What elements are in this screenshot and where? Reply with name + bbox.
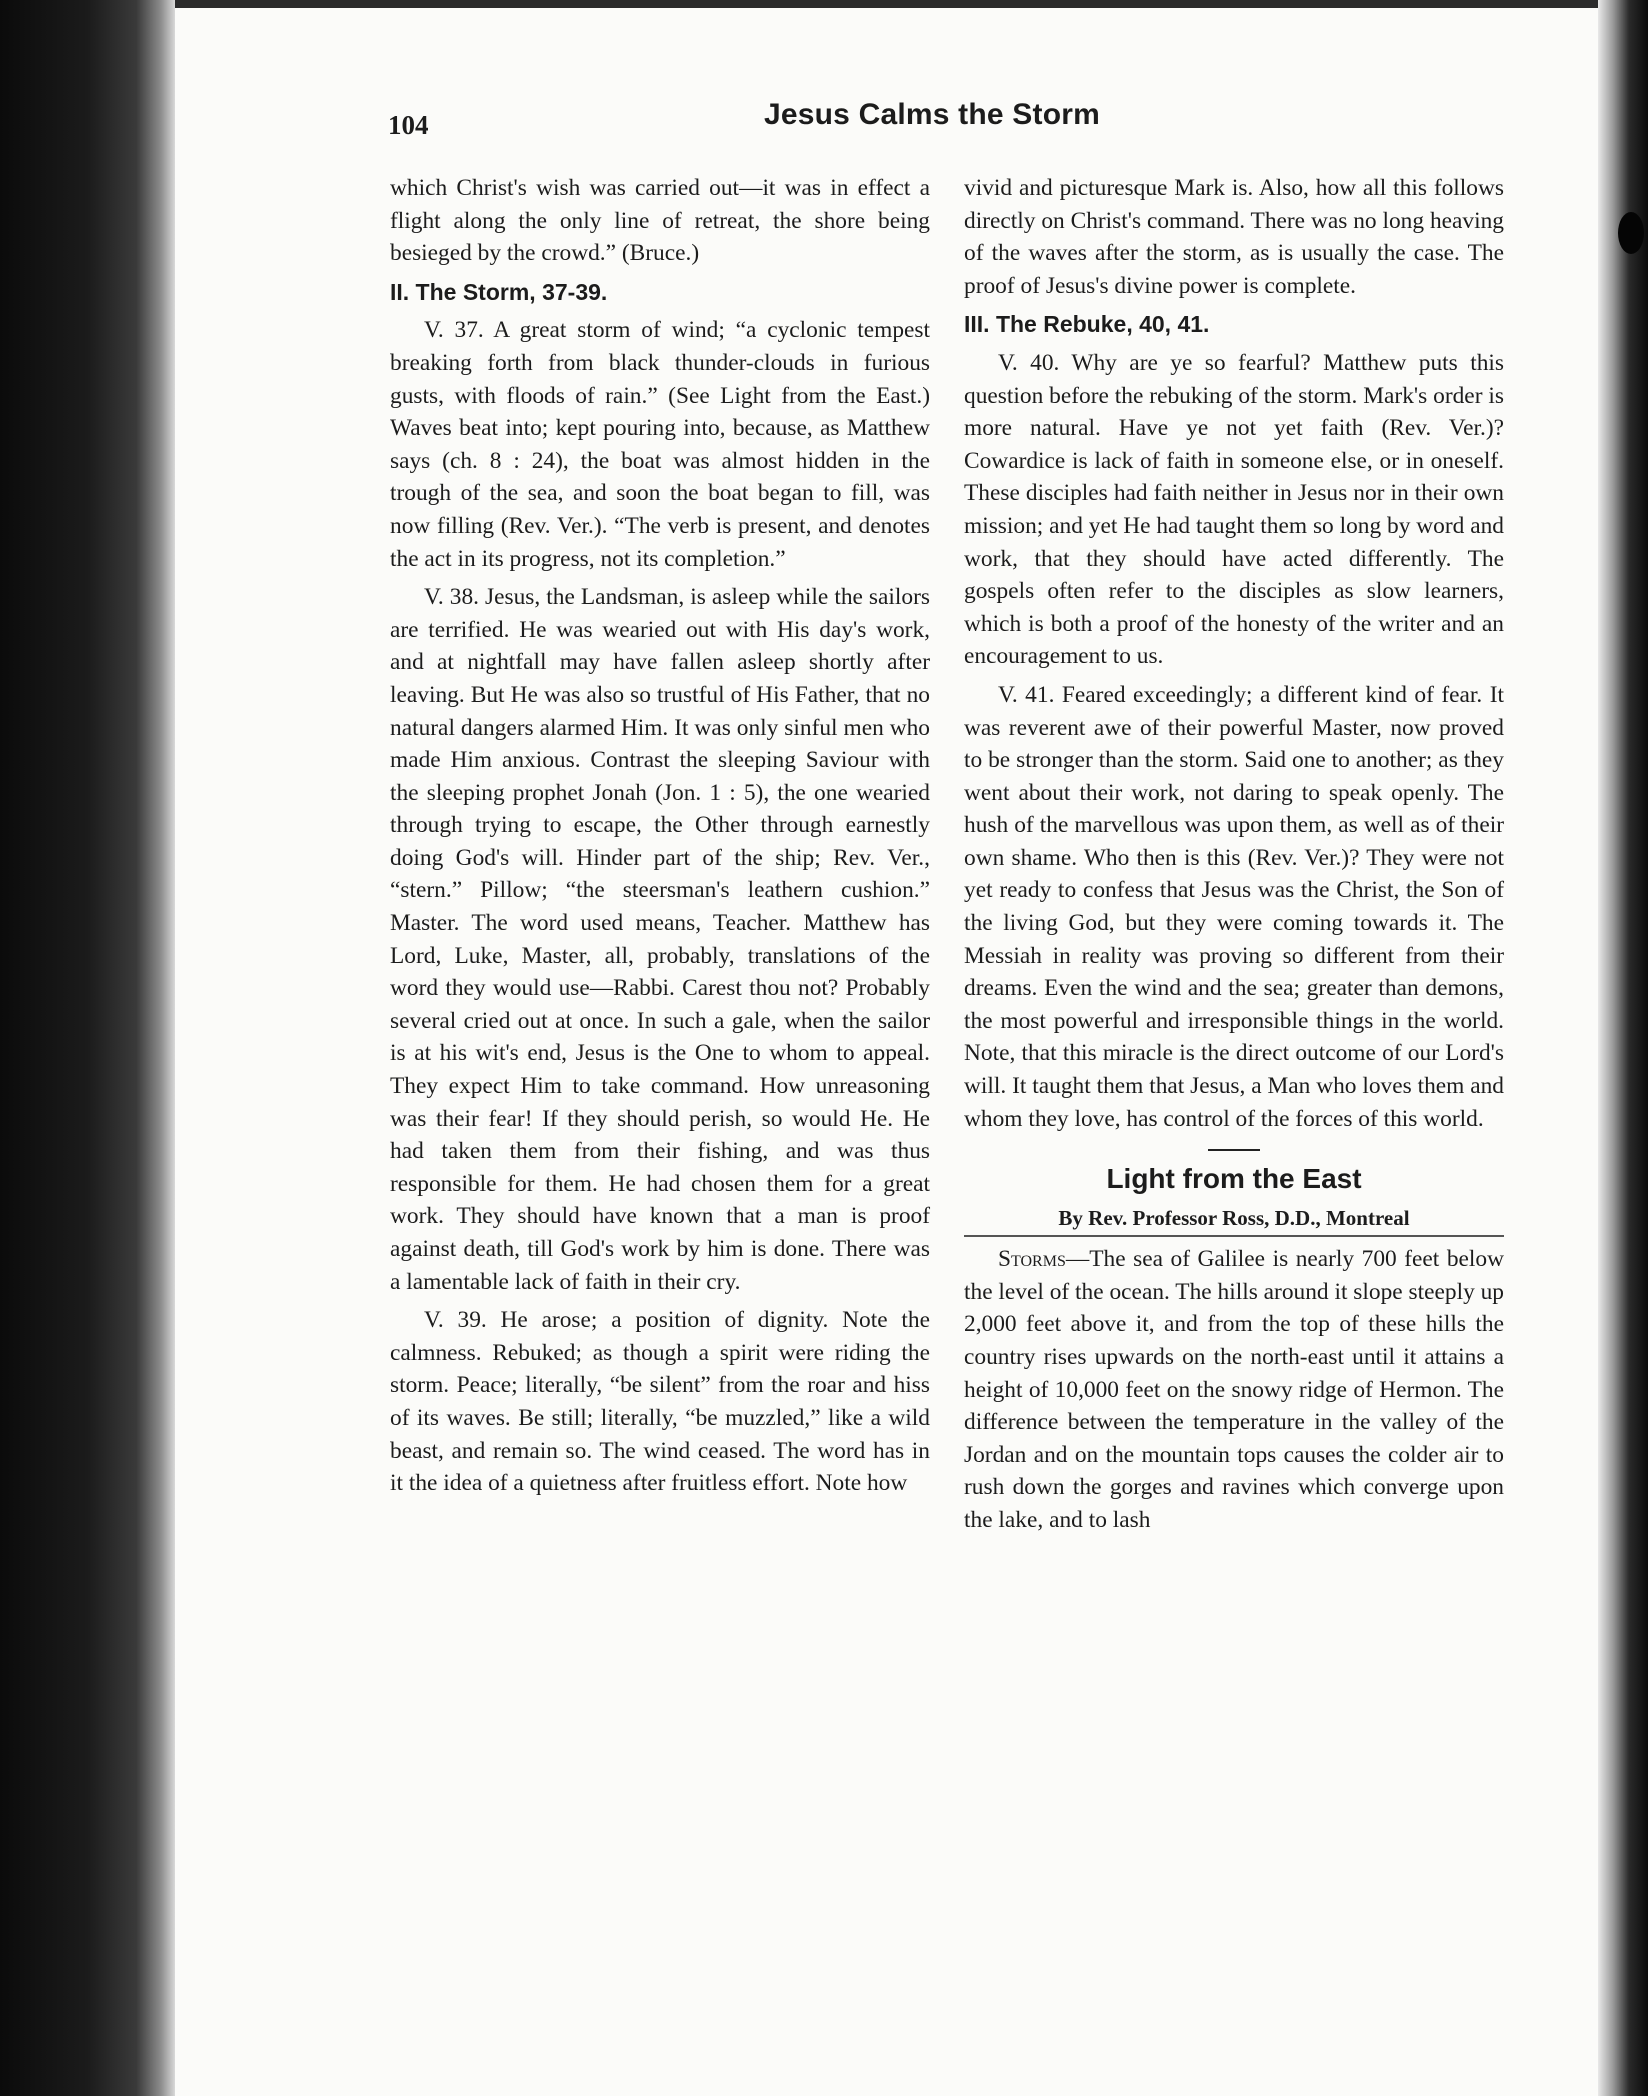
storms-paragraph [964,1243,1504,1536]
section-divider [1208,1149,1260,1151]
scan-top-edge [0,0,1648,8]
book-edge-right [1598,0,1648,2096]
author-byline: By Rev. Professor Ross, D.D., Montreal [964,1203,1504,1237]
section-heading-rebuke: III. The Rebuke, 40, 41. [964,311,1210,338]
page-number: 104 [388,110,429,140]
continuation-paragraph: vivid and picturesque Mark is. Also, how all this follows directly on Christ's command. There was no long heaving of the waves after the storm, as is usually the case. The proof of Jesus's divine power is complete. [964,175,1504,299]
verse-39-paragraph: V. 39. He arose; a position of dignity. Note the calmness. Rebuked; as though a spirit were riding the storm. Peace; literally, “be silent” from the roar and hiss of its waves. Be still; literally, “be muzzled,” like a wild beast, and remain so. The wind ceased. The word has in it the idea of a quietness after fruitless effort. Note how [390,1307,930,1497]
book-spine-shadow [0,0,175,2096]
verse-38-paragraph: V. 38. Jesus, the Landsman, is asleep while the sailors are terrified. He was wearied out with His day's work, and at nightfall may have fallen asleep shortly after leaving. But He was also so trustful of His Father, that no natural dangers alarmed Him. It was only sinful men who made Him anxious. Contrast the sleeping Saviour with the sleeping prophet Jonah (Jon. 1 : 5), the one wearied through trying to escape, the Other through earnestly doing God's will. Hinder part of the ship; Rev. Ver., “stern.” Pillow; “the steersman's leathern cushion.” Master. The word used means, Teacher. Matthew has Lord, Luke, Master, all, probably, translations of the word they would use—Rabbi. Carest thou not? Probably several cried out at once. In such a gale, when the sailor is at his wit's end, Jesus is the One to whom to appeal. They expect Him to take command. How unreasoning was their fear! If they should perish, so would He. He had taken them from their fishing, and was thus responsible for them. He had chosen them for a great work. They should have known that a man is proof against death, till God's work by him is done. There was a lamentable lack of faith in their cry. [390,584,930,1295]
left-column [390,172,930,1500]
verse-37-paragraph: V. 37. A great storm of wind; “a cyclonic tempest breaking forth from black thunder-clouds in furious gusts, with floods of rain.” (See Light from the East.) Waves beat into; kept pouring into, because, as Matthew says (ch. 8 : 24), the boat was almost hidden in the trough of the sea, and soon the boat began to fill, was now filling (Rev. Ver.). “The verb is present, and denotes the act in its progress, not its completion.” [390,317,930,572]
right-column [964,172,1504,1537]
section-heading-storm: II. The Storm, 37-39. [390,278,608,305]
storms-label: Storms [998,1246,1066,1273]
binding-hole [1618,212,1644,254]
verse-41-paragraph: V. 41. Feared exceedingly; a different kind of fear. It was reverent awe of their powerful Master, now proved to be stronger than the storm. Said one to another; as they went about their work, not daring to speak openly. The hush of the marvellous was upon them, as well as of their own shame. Who then is this (Rev. Ver.)? They were not yet ready to confess that Jesus was the Christ, the Son of the living God, but they were coming towards it. The Messiah in reality was proving so different from their dreams. Even the wind and the sea; greater than demons, the most powerful and irresponsible things in the world. Note, that this miracle is the direct outcome of our Lord's will. It taught them that Jesus, a Man who loves them and whom they love, has control of the forces of this world. [964,681,1504,1132]
light-from-east-title: Light from the East [1106,1163,1362,1195]
continuation-paragraph: which Christ's wish was carried out—it was in effect a flight along the only line of retreat, the shore being besieged by the crowd.” (Bruce.) [390,175,930,267]
running-head: Jesus Calms the Storm [764,98,1100,131]
verse-40-paragraph: V. 40. Why are ye so fearful? Matthew puts this question before the rebuking of the storm. Mark's order is more natural. Have ye not yet faith (Rev. Ver.)? Cowardice is lack of faith in someone else, or in oneself. These disciples had faith neither in Jesus nor in their own mission; and yet He had taught them so long by word and work, that they should have acted differently. The gospels often refer to the disciples as slow learners, which is both a proof of the honesty of the writer and an encouragement to us. [964,349,1504,670]
storms-text: —The sea of Galilee is nearly 700 feet below the level of the ocean. The hills around it slope steeply up 2,000 feet above it, and from the top of these hills the country rises upwards on the north-east until it attains a height of 10,000 feet on the snowy ridge of Hermon. The difference between the temperature in the valley of the Jordan and on the mountain tops causes the colder air to rush down the gorges and ravines which converge upon the lake, and to lash [964,1246,1505,1533]
